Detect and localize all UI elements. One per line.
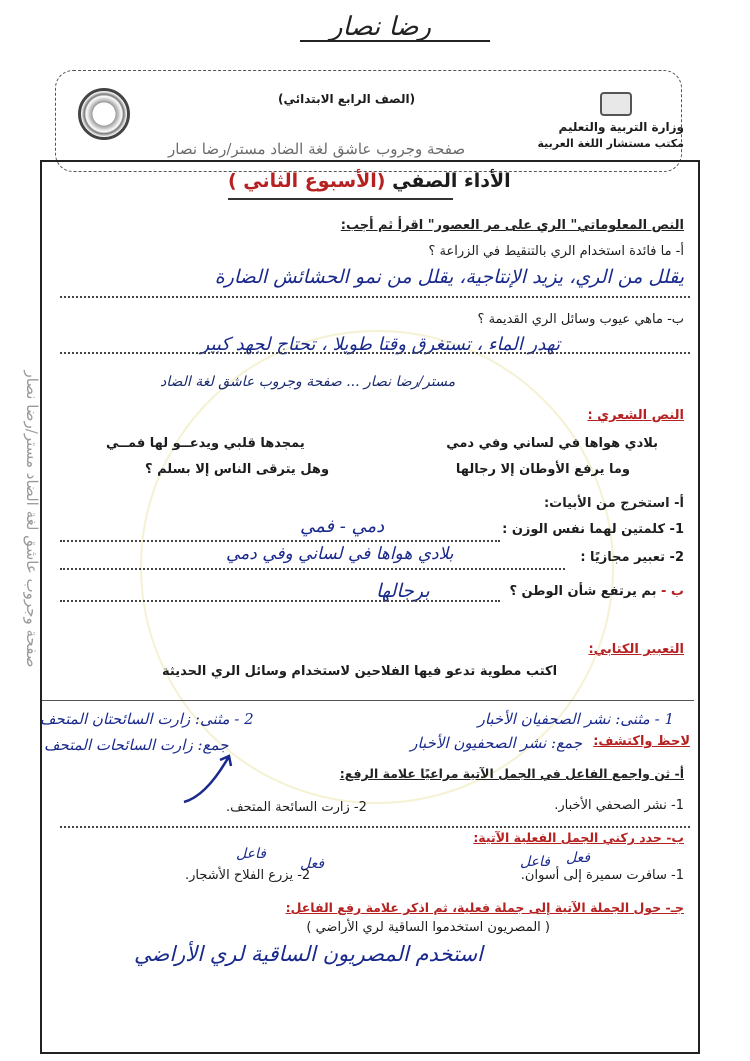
poem-q-b	[509, 584, 684, 599]
top-signature: رضا نصار	[330, 12, 432, 42]
grammar-a-sentence-1: 1- نشر الصحفي الأخبار.	[554, 798, 684, 813]
poem-a1-line	[60, 540, 500, 542]
poem-a2-line	[60, 568, 565, 570]
poem-q-b-label: ب -	[661, 584, 684, 599]
grade-label: (الصف الرابع الابتدائي)	[278, 92, 416, 106]
grammar-hand-3: جمع: نشر الصحفيون الأخبار	[410, 734, 582, 752]
poem-q-b-text: بم يرتفع شأن الوطن ؟	[509, 584, 657, 599]
title-part1: الأداء الصفي	[392, 170, 511, 192]
tag-fa3il-1: فاعل	[520, 854, 550, 870]
background-watermark-seal	[140, 330, 614, 804]
poem-a-b-line	[60, 600, 500, 602]
grammar-hand-2: 2 - مثنى: زارت السائحتان المتحف	[40, 710, 254, 728]
ministry-name: وزارة التربية والتعليم	[558, 120, 684, 134]
page-credit-line: صفحة وجروب عاشق لغة الضاد مستر/رضا نصار	[168, 140, 466, 158]
verse-1-left: يمجدها قلبي ويدعــو لها فمــي	[106, 436, 305, 451]
title-part2: (الأسبوع الثاني )	[228, 170, 386, 192]
signature-underline	[300, 40, 490, 42]
grammar-c-answer: استخدم المصريون الساقية لري الأراضي	[134, 942, 483, 966]
grammar-a-line	[60, 826, 690, 828]
writing-heading: التعبير الكتابي:	[588, 642, 684, 657]
info-text-heading: النص المعلوماتي" الري على مر العصور" اقرأ ثم أجب:	[340, 218, 684, 233]
poem-a-b: برجالها	[376, 580, 430, 602]
side-watermark: صفحة وجروب عاشق لغة الضاد مستر/رضا نصار	[23, 370, 41, 668]
poem-a1: دمي - فمي	[300, 516, 385, 537]
question-a: أ- ما فائدة استخدام الري بالتنقيط في الزراعة ؟	[428, 244, 684, 259]
grammar-a-sentence-2: 2- زارت السائحة المتحف.	[226, 800, 367, 815]
question-b: ب- ماهي عيوب وسائل الري القديمة ؟	[477, 312, 684, 327]
poem-q1: 1- كلمتين لهما نفس الوزن :	[502, 522, 684, 537]
office-name: مكتب مستشار اللغة العربية	[537, 137, 684, 150]
grammar-b-sentence-2: 2- يزرع الفلاح الأشجار.	[185, 868, 311, 883]
handwritten-credit: مستر/رضا نصار ... صفحة وجروب عاشق لغة الضاد	[160, 374, 456, 390]
verse-1-right: بلادي هواها في لساني وفي دمي	[446, 436, 658, 451]
grammar-hand-1: 1 - مثنى: نشر الصحفيان الأخبار	[477, 710, 674, 728]
answer-b-line	[60, 352, 690, 354]
poem-sub-a: أ- استخرج من الأبيات:	[543, 496, 684, 511]
tag-fa3il-2: فاعل	[236, 846, 266, 862]
grammar-heading: لاحظ واكتشف:	[593, 734, 690, 749]
grammar-b-sentence-1: 1- سافرت سميرة إلى أسوان.	[520, 868, 684, 883]
tag-fi3l-1: فعل	[566, 850, 591, 866]
poem-a2: بلادي هواها في لساني وفي دمي	[226, 544, 454, 564]
page-title	[228, 170, 511, 192]
grammar-task-b: ب- حدد ركني الجمل الفعلية الآتية:	[473, 830, 684, 845]
verse-2-left: وهل يترقى الناس إلا بسلم ؟	[145, 462, 330, 477]
ministry-logo-icon	[600, 92, 632, 116]
answer-b: تهدر الماء ، تستغرق وقتا طويلا ، تحتاج لجهد كبير	[200, 334, 560, 355]
answer-a-line	[60, 296, 690, 298]
school-seal-icon	[78, 88, 130, 140]
grammar-task-c: جـ- حول الجملة الآتية إلى جملة فعلية، ثم اذكر علامة رفع الفاعل:	[285, 900, 684, 915]
answer-a: يقلل من الري، يزيد الإنتاجية، يقلل من نمو الحشائش الضارة	[214, 266, 684, 288]
grammar-hand-4: جمع: زارت السائحات المتحف	[44, 736, 229, 754]
verse-2-right: وما يرفع الأوطان إلا رجالها	[455, 462, 630, 477]
poem-q2: 2- تعبير مجازيًا :	[580, 550, 684, 565]
tag-fi3l-2: فعل	[300, 856, 325, 872]
writing-prompt: اكتب مطوية تدعو فيها الفلاحين لاستخدام وسائل الري الحديثة	[162, 664, 558, 679]
grammar-c-sentence: ( المصريون استخدموا الساقية لري الأراضي )	[306, 920, 550, 935]
section-divider	[42, 700, 694, 701]
poem-heading: النص الشعري :	[587, 408, 684, 423]
handwritten-arrow-icon	[176, 748, 246, 808]
grammar-task-a: أ- ثن واجمع الفاعل في الجمل الآتية مراعيًا علامة الرفع:	[339, 766, 684, 781]
title-underline	[228, 198, 453, 200]
